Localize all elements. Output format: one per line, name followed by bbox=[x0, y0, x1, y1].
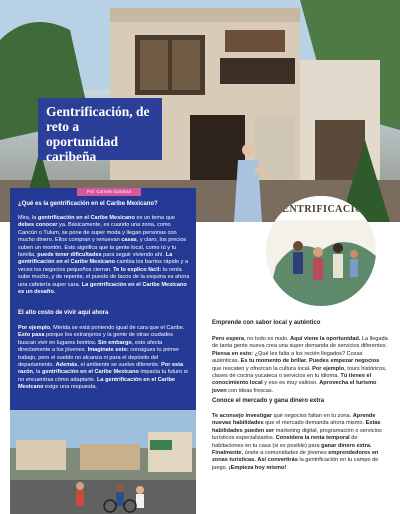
text-run: , la bbox=[32, 369, 42, 376]
text-run: , el ambiente se vuelve diferente. bbox=[77, 362, 162, 369]
text-run: Sin embargo bbox=[97, 339, 132, 346]
street-illustration bbox=[10, 410, 196, 514]
text-run: Considera la renta temporal bbox=[275, 435, 350, 442]
text-run: impacta tu futuro si no encuentras cómo adaptarte. bbox=[18, 369, 188, 383]
text-run: Finalmente bbox=[212, 450, 242, 457]
article-title: Gentrificación, de reto a oportunidad caribeña bbox=[38, 98, 162, 160]
text-run: es un tema que bbox=[134, 215, 176, 221]
text-run: La llegada de tanta gente nueva crea una super demanda de servicios diferentes. bbox=[212, 336, 388, 350]
text-run: la gentrificación en tu campo de juego. bbox=[212, 457, 379, 471]
market-paragraph bbox=[212, 413, 390, 472]
text-run: Aquí viene la oportunidad. bbox=[290, 336, 361, 342]
entrepreneurship-paragraph bbox=[212, 336, 390, 395]
text-run: Estas habilidades pueden ser bbox=[212, 420, 381, 434]
text-run: , y claro, los precios suben un montón. Esto significa que la gente local, como tú y tu familia, bbox=[18, 237, 187, 259]
text-run: La gentrificación en el Caribe Mexicano bbox=[18, 252, 173, 266]
intro-paragraph bbox=[18, 215, 190, 296]
section-heading-market: Conoce el mercado y gana dinero extra bbox=[212, 398, 325, 404]
section-question: ¿Qué es la gentrificación en el Caribe Mexicano? bbox=[18, 201, 158, 207]
text-run: gentrificación en el Caribe Mexicano bbox=[37, 215, 135, 221]
text-run: Esto pasa bbox=[18, 332, 45, 339]
text-run: que el mercado demanda ahora mismo. bbox=[263, 420, 366, 427]
text-run: exige una respuesta. bbox=[43, 384, 97, 391]
text-run: Además bbox=[55, 362, 78, 369]
text-run: Te aconsejo investigar bbox=[212, 413, 272, 419]
text-run: , Mérida se está poniendo igual de cara que el Caribe. bbox=[50, 325, 185, 331]
intro-panel bbox=[10, 188, 196, 420]
text-run: Aprovecha el turismo joven bbox=[212, 380, 377, 394]
circle-sign-text: GENTRIFICACIÓN bbox=[274, 204, 372, 215]
text-run: , únete a comunidades de jóvenes bbox=[241, 450, 329, 457]
text-run: ¡Empieza hoy mismo! bbox=[228, 464, 287, 471]
text-run: Tú tienes el conocimiento local bbox=[212, 373, 372, 387]
text-run: ¿Qué les falta a los recién llegados? Cosas auténticas. bbox=[212, 350, 363, 365]
text-run: que rescaten y ofrezcan la cultura local. bbox=[212, 365, 313, 372]
cost-paragraph bbox=[18, 325, 190, 392]
text-run: Es tu momento de brillar. bbox=[240, 358, 308, 365]
text-run: Por ejemplo bbox=[312, 365, 345, 372]
text-run: Mira, la bbox=[18, 215, 38, 221]
text-run: cambia los barrios rápido y a veces los negocios pequeños cierran. bbox=[18, 259, 189, 273]
text-run: Imagínate esto: bbox=[87, 347, 129, 354]
text-run: debes conocer bbox=[18, 222, 58, 229]
circle-photo bbox=[266, 196, 376, 306]
text-run: Por esta razón bbox=[18, 362, 184, 376]
text-run: Por ejemplo bbox=[18, 325, 51, 331]
text-run: y eso es muy valioso. bbox=[262, 380, 320, 387]
text-run: Puedes empezar negocios bbox=[309, 358, 380, 365]
text-run: Así convertirás bbox=[257, 457, 298, 464]
text-run: , esto afecta directamente a los jóvenes. bbox=[18, 339, 163, 354]
text-run: qué negocios faltan en tu zona. bbox=[271, 413, 353, 419]
text-run: casas bbox=[121, 237, 137, 244]
text-run: , tours históricos, clases de cocina yucateca o servicios en tu idioma. bbox=[212, 365, 387, 380]
text-run: marketing digital, programación o servicios turísticos especializados. bbox=[212, 427, 382, 442]
street-photo bbox=[10, 410, 196, 514]
text-run: Piensa en esto: bbox=[212, 350, 254, 357]
text-run: gentrificación en el Caribe Mexicano bbox=[41, 369, 139, 376]
text-run: con ideas frescas. bbox=[226, 387, 274, 394]
author-badge: Por: Carmen Gardosa bbox=[77, 188, 141, 196]
text-run: porque los extranjeros y la gente de otras ciudades buscan vivir en lugares bonitos. bbox=[18, 332, 173, 346]
text-run: consigues tu primer trabajo, pero el sueldo no alcanza ni para el depósito del departamento. bbox=[18, 347, 180, 369]
section-heading-cost: El alto costo de vivir aquí ahora bbox=[18, 310, 109, 316]
text-run: ganar dinero extra. bbox=[321, 442, 372, 449]
text-run: Te lo explico fácil: bbox=[113, 266, 162, 273]
text-run: puede tener dificultades bbox=[37, 252, 102, 259]
text-run: Pero espera bbox=[212, 336, 245, 342]
text-run: de habitaciones en tu casa (si es posible) para bbox=[212, 435, 358, 449]
text-run: ya. Básicamente, es cuando una zona, como Cancún o Tulum, se pone de super moda y llegan personas con mucho dinero. Ellos compran y renuevan bbox=[18, 222, 177, 244]
text-run: , no todo es malo. bbox=[244, 336, 291, 342]
text-run: tu renta sube mucho, y de repente, el puesto de tacos de la esquina es ahora una cafetería super cara. bbox=[18, 266, 190, 288]
text-run: La gentrificación en el Caribe Mexicano bbox=[18, 376, 176, 391]
text-run: La gentrificación en el Caribe Mexicano es un desafío. bbox=[18, 281, 187, 296]
section-heading-entrepreneurship: Emprende con sabor local y auténtico bbox=[212, 320, 321, 326]
text-run: emprendedores en zonas turísticas. bbox=[212, 450, 379, 464]
text-run: para seguir viviendo ahí. bbox=[101, 252, 166, 259]
text-run: Aprende nuevas habilidades bbox=[212, 413, 376, 427]
